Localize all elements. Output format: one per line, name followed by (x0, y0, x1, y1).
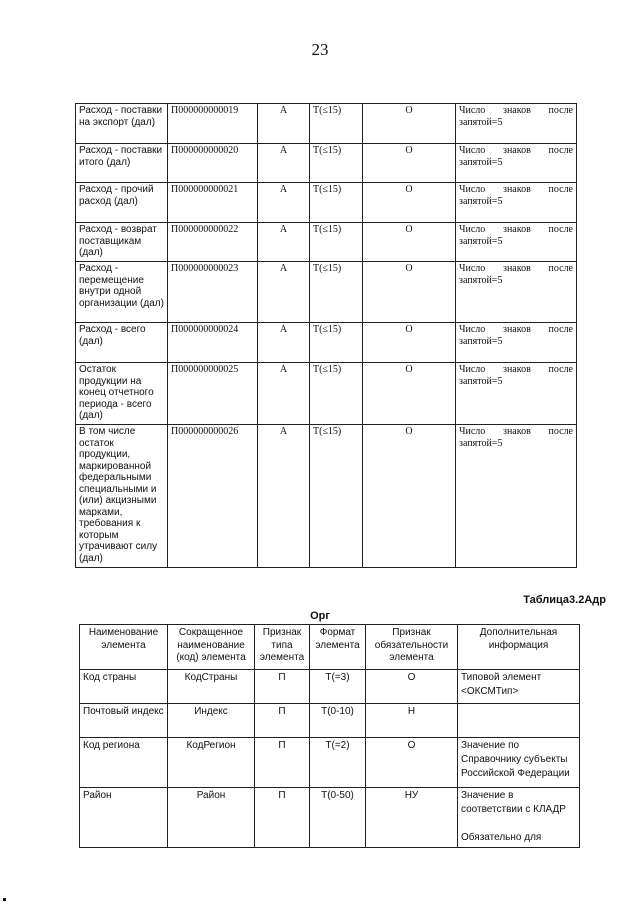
element-type: П (255, 704, 310, 738)
element-type: А (258, 323, 310, 363)
element-required: Н (366, 704, 458, 738)
header-name: Наименование элемента (80, 625, 168, 670)
element-type: П (255, 670, 310, 704)
table-caption-number: Таблица3.2Адр (523, 594, 606, 606)
table-row (76, 323, 577, 363)
element-format: Т(≤15) (310, 363, 363, 425)
element-format: Т(≤15) (310, 183, 363, 223)
element-info: Число знаков после запятой=5 (456, 183, 577, 223)
element-name: Расход - прочий расход (дал) (76, 183, 168, 223)
element-code: Индекс (168, 704, 255, 738)
element-format: Т(≤15) (310, 144, 363, 183)
element-info: Число знаков после запятой=5 (456, 425, 577, 568)
element-format: Т(≤15) (310, 425, 363, 568)
element-code: П000000000020 (168, 144, 258, 183)
header-type: Признак типа элемента (255, 625, 310, 670)
element-format: Т(≤15) (310, 104, 363, 144)
element-required: О (363, 262, 456, 323)
element-code: П000000000019 (168, 104, 258, 144)
element-code: КодРегион (168, 738, 255, 788)
indicators-table (75, 103, 577, 568)
table-row (80, 738, 580, 788)
element-name: Почтовый индекс (80, 704, 168, 738)
table-row (76, 223, 577, 262)
element-type: А (258, 425, 310, 568)
element-format: T(0-50) (310, 788, 366, 848)
scan-mark (3, 898, 6, 901)
element-name: Код региона (80, 738, 168, 788)
element-info: Число знаков после запятой=5 (456, 363, 577, 425)
element-format: Т(≤15) (310, 223, 363, 262)
element-name: В том числе остаток продукции, маркированной федеральными специальными и (или) акцизными марками, требования к которым утрачивают силу (дал) (76, 425, 168, 568)
element-required: О (366, 738, 458, 788)
element-name: Расход - всего (дал) (76, 323, 168, 363)
element-info: Значение в соответствии с КЛАДР Обязательно для (458, 788, 580, 848)
table-row (76, 425, 577, 568)
element-info: Число знаков после запятой=5 (456, 144, 577, 183)
element-type: А (258, 144, 310, 183)
element-code: П000000000024 (168, 323, 258, 363)
element-name: Код страны (80, 670, 168, 704)
element-type: А (258, 363, 310, 425)
header-required: Признак обязательности элемента (366, 625, 458, 670)
table-row (80, 704, 580, 738)
page-number: 23 (311, 40, 329, 59)
table-row (80, 788, 580, 848)
element-name: Расход - поставки итого (дал) (76, 144, 168, 183)
element-name: Расход - возврат поставщикам (дал) (76, 223, 168, 262)
element-type: А (258, 183, 310, 223)
element-name: Расход - поставки на экспорт (дал) (76, 104, 168, 144)
element-code: П000000000026 (168, 425, 258, 568)
header-format: Формат элемента (310, 625, 366, 670)
element-info (458, 704, 580, 738)
element-format: Т(≤15) (310, 323, 363, 363)
header-info: Дополнительная информация (458, 625, 580, 670)
element-type: А (258, 104, 310, 144)
element-type: П (255, 738, 310, 788)
element-info: Число знаков после запятой=5 (456, 323, 577, 363)
element-type: А (258, 262, 310, 323)
element-name: Расход - перемещение внутри одной организации (дал) (76, 262, 168, 323)
element-format: T(=2) (310, 738, 366, 788)
element-required: О (363, 425, 456, 568)
element-required: О (363, 183, 456, 223)
address-table (79, 624, 580, 848)
element-required: О (363, 144, 456, 183)
element-format: Т(≤15) (310, 262, 363, 323)
element-info: Число знаков после запятой=5 (456, 104, 577, 144)
element-required: О (363, 363, 456, 425)
table-row (76, 104, 577, 144)
table-row (76, 262, 577, 323)
element-required: О (363, 104, 456, 144)
element-code: КодСтраны (168, 670, 255, 704)
element-info: Значение по Справочнику субъекты Российской Федерации (458, 738, 580, 788)
element-format: T(0-10) (310, 704, 366, 738)
table-caption-title: Орг (310, 610, 330, 622)
table-header-row (80, 625, 580, 670)
element-code: П000000000023 (168, 262, 258, 323)
element-code: П000000000022 (168, 223, 258, 262)
element-name: Остаток продукции на конец отчетного периода - всего (дал) (76, 363, 168, 425)
element-info: Число знаков после запятой=5 (456, 223, 577, 262)
element-required: О (363, 223, 456, 262)
table-row (76, 363, 577, 425)
header-code: Сокращенное наименование (код) элемента (168, 625, 255, 670)
element-type: П (255, 788, 310, 848)
table-row (76, 183, 577, 223)
table-row (80, 670, 580, 704)
element-code: Район (168, 788, 255, 848)
element-info: Число знаков после запятой=5 (456, 262, 577, 323)
element-required: О (366, 670, 458, 704)
table-row (76, 144, 577, 183)
element-name: Район (80, 788, 168, 848)
element-required: НУ (366, 788, 458, 848)
element-info: Типовой элемент <ОКСМТип> (458, 670, 580, 704)
element-required: О (363, 323, 456, 363)
element-format: T(=3) (310, 670, 366, 704)
element-type: А (258, 223, 310, 262)
element-code: П000000000025 (168, 363, 258, 425)
element-code: П000000000021 (168, 183, 258, 223)
